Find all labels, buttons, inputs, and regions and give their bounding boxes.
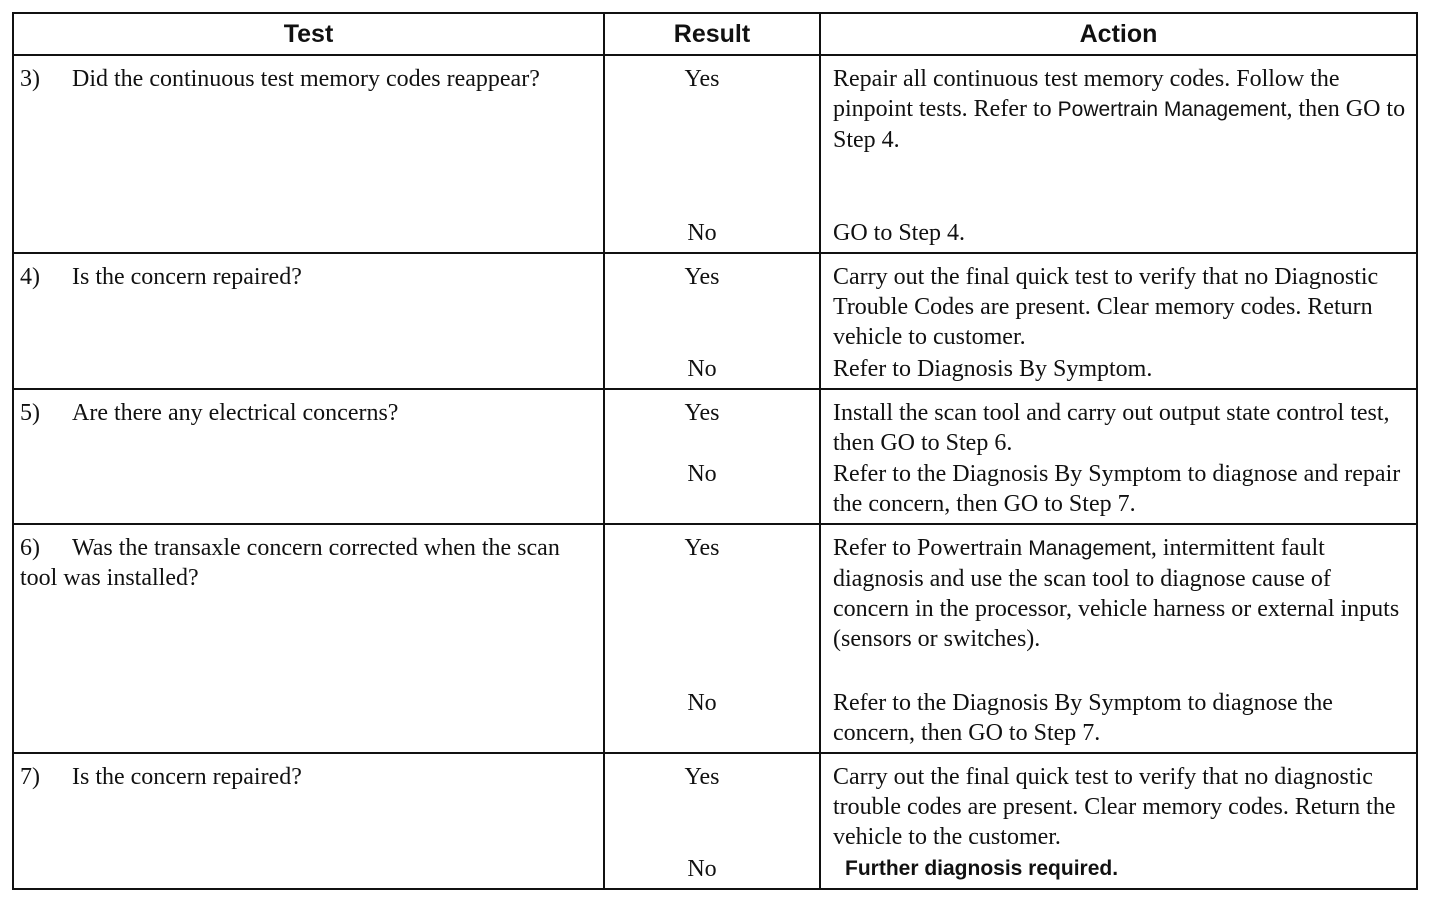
result-cell-step-6 bbox=[604, 524, 820, 753]
result-no: No bbox=[687, 856, 717, 882]
test-question: Was the transaxle concern corrected when the scan tool was installed? bbox=[20, 535, 560, 591]
result-yes: Yes bbox=[684, 535, 720, 561]
action-yes: Carry out the final quick test to verify that no Diagnostic Trouble Codes are present. Clear memory codes. Return vehicle to customer. bbox=[833, 264, 1379, 350]
test-question: Did the continuous test memory codes reappear? bbox=[72, 66, 540, 92]
action-cell-step-5 bbox=[820, 389, 1417, 524]
action-yes-text: Refer to Powertrain bbox=[833, 535, 1023, 561]
test-cell-step-3 bbox=[13, 55, 604, 253]
result-yes: Yes bbox=[684, 400, 720, 426]
action-yes bbox=[821, 64, 1416, 155]
action-yes-reference: Management bbox=[1028, 537, 1151, 560]
step-number: 7) bbox=[20, 764, 40, 790]
result-no: No bbox=[687, 461, 717, 487]
action-yes: Carry out the final quick test to verify that no diagnostic trouble codes are present. Clear memory codes. Return the vehicle to the customer. bbox=[833, 764, 1396, 850]
test-question: Is the concern repaired? bbox=[72, 264, 302, 290]
step-number: 3) bbox=[20, 66, 40, 92]
action-cell-step-4 bbox=[820, 253, 1417, 389]
action-no: Further diagnosis required. bbox=[845, 857, 1119, 880]
header-test: Test bbox=[13, 13, 604, 55]
result-cell-step-3 bbox=[604, 55, 820, 253]
action-yes-text-end: , then GO to Step 4. bbox=[833, 96, 1406, 153]
result-cell-step-5 bbox=[604, 389, 820, 524]
action-yes-reference: Powertrain Management bbox=[1057, 98, 1287, 121]
result-cell-step-4 bbox=[604, 253, 820, 389]
action-cell-step-6 bbox=[820, 524, 1417, 753]
result-yes: Yes bbox=[684, 66, 720, 92]
table-row-step-6 bbox=[13, 524, 1417, 753]
action-no: Refer to Diagnosis By Symptom. bbox=[833, 356, 1153, 382]
action-yes: Install the scan tool and carry out output state control test, then GO to Step 6. bbox=[833, 400, 1390, 456]
result-cell-step-7 bbox=[604, 753, 820, 889]
table-row-step-7 bbox=[13, 753, 1417, 889]
step-number: 5) bbox=[20, 400, 40, 426]
result-no: No bbox=[687, 690, 717, 716]
step-number: 6) bbox=[20, 535, 40, 561]
header-action: Action bbox=[820, 13, 1417, 55]
action-yes bbox=[821, 533, 1416, 654]
test-cell-step-4 bbox=[13, 253, 604, 389]
result-yes: Yes bbox=[684, 264, 720, 290]
step-number: 4) bbox=[20, 264, 40, 290]
test-cell-step-5 bbox=[13, 389, 604, 524]
action-no: Refer to the Diagnosis By Symptom to diagnose and repair the concern, then GO to Step 7. bbox=[833, 461, 1401, 517]
test-cell-step-7 bbox=[13, 753, 604, 889]
action-cell-step-7 bbox=[820, 753, 1417, 889]
action-cell-step-3 bbox=[820, 55, 1417, 253]
action-no: Refer to the Diagnosis By Symptom to diagnose the concern, then GO to Step 7. bbox=[833, 690, 1333, 746]
test-question: Are there any electrical concerns? bbox=[72, 400, 399, 426]
result-yes: Yes bbox=[684, 764, 720, 790]
action-no: GO to Step 4. bbox=[833, 220, 965, 246]
test-question: Is the concern repaired? bbox=[72, 764, 302, 790]
diagnostic-table-page bbox=[12, 12, 1416, 888]
table-row-step-3 bbox=[13, 55, 1417, 253]
action-yes-text-end: , intermittent fault diagnosis and use the scan tool to diagnose cause of concern in the processor, vehicle harness or external inputs (sensors or switches). bbox=[833, 535, 1400, 652]
header-row bbox=[13, 13, 1417, 55]
result-no: No bbox=[687, 356, 717, 382]
diagnostic-table bbox=[12, 12, 1418, 890]
header-result: Result bbox=[604, 13, 820, 55]
test-cell-step-6 bbox=[13, 524, 604, 753]
action-yes-text: Repair all continuous test memory codes. Follow the pinpoint tests. Refer to bbox=[833, 66, 1340, 122]
result-no: No bbox=[687, 220, 717, 246]
table-row-step-5 bbox=[13, 389, 1417, 524]
table-row-step-4 bbox=[13, 253, 1417, 389]
